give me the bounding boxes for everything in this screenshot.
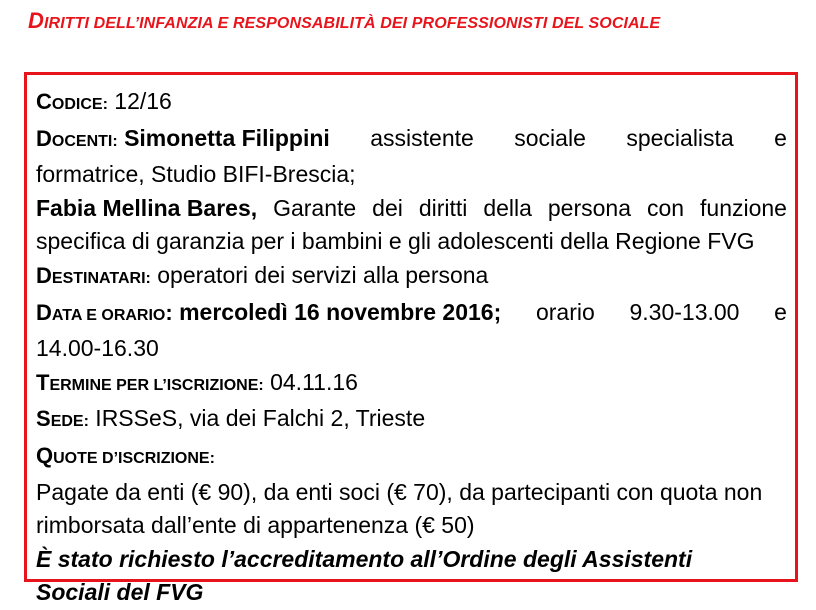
- title-initial: D: [28, 8, 44, 33]
- sede-label: SEDE:: [36, 406, 89, 432]
- accreditamento-line-2: Sociali del FVG: [36, 579, 204, 606]
- quote-line-2: rimborsata dall’ente di appartenenza (€ 50): [36, 512, 475, 539]
- data-orario-label: DATA E ORARIO:: [36, 299, 173, 325]
- termine-label: TERMINE PER L’ISCRIZIONE:: [36, 369, 264, 395]
- word: 9.30-13.00: [629, 298, 740, 325]
- data-orario-row-2: 14.00-16.30: [36, 335, 159, 362]
- termine-value: 04.11.16: [263, 368, 358, 395]
- quote-label-row: [36, 439, 787, 476]
- docenti-row-4: specifica di garanzia per i bambini e gli adolescenti della Regione FVG: [36, 228, 755, 255]
- accreditamento-line-1: È stato richiesto l’accreditamento all’Ordine degli Assistenti: [36, 545, 693, 572]
- docente-name-2: Fabia Mellina Bares,: [36, 194, 258, 221]
- data-orario-row-1: [36, 296, 787, 333]
- destinatari-label: DESTINATARI:: [36, 262, 151, 288]
- word: assistente: [370, 124, 474, 151]
- word: Garante: [273, 194, 357, 221]
- event-date: mercoledì 16 novembre 2016;: [179, 298, 502, 325]
- word: con: [646, 194, 685, 221]
- codice-row: [36, 85, 787, 122]
- docenti-row-1: [36, 122, 787, 159]
- codice-label: CODICE:: [36, 89, 108, 114]
- course-info-box: [24, 72, 798, 606]
- word: e: [774, 124, 787, 151]
- termine-row: [36, 366, 787, 403]
- word: specialista: [626, 124, 734, 151]
- docenti-row-3: [36, 192, 787, 226]
- destinatari-row: [36, 259, 787, 296]
- word: sociale: [514, 124, 586, 151]
- docenti-label: DOCENTI:: [36, 125, 118, 151]
- word: dei: [372, 194, 403, 221]
- codice-value: 12/16: [107, 88, 172, 114]
- docenti-row-2: formatrice, Studio BIFI-Brescia;: [36, 161, 356, 188]
- title-rest: IRITTI DELL’INFANZIA E RESPONSABILITÀ DEI PROFESSIONISTI DEL SOCIALE: [44, 15, 661, 32]
- word: persona: [547, 194, 632, 221]
- sede-row: [36, 402, 787, 439]
- word: funzione: [700, 194, 787, 221]
- word: e: [774, 298, 787, 325]
- quote-label: QUOTE D’ISCRIZIONE:: [36, 442, 215, 468]
- destinatari-value: operatori dei servizi alla persona: [150, 261, 489, 288]
- document-title: [28, 8, 798, 34]
- docente-name-1: Simonetta Filippini: [124, 124, 330, 151]
- sede-value: IRSSeS, via dei Falchi 2, Trieste: [88, 405, 426, 432]
- word: diritti: [418, 194, 468, 221]
- word: orario: [535, 298, 595, 325]
- quote-line-1: Pagate da enti (€ 90), da enti soci (€ 70), da partecipanti con quota non: [36, 478, 763, 505]
- word: della: [483, 194, 532, 221]
